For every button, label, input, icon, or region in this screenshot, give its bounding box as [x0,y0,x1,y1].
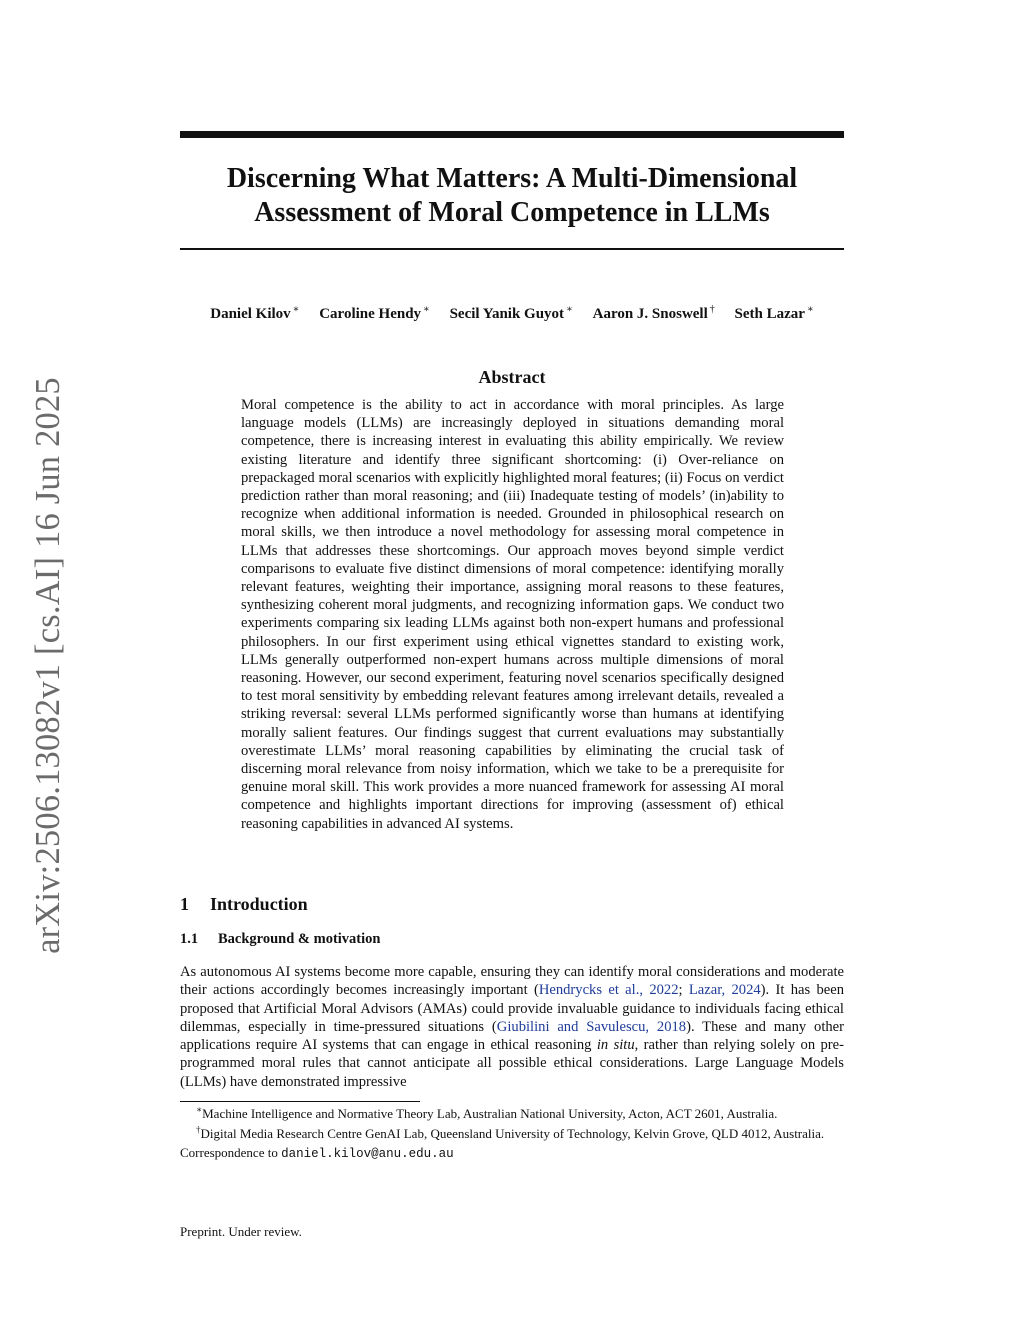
footnote-mark: † [196,1124,201,1135]
author-affiliation-mark: ∗ [423,304,430,315]
preprint-note: Preprint. Under review. [180,1224,302,1239]
correspondence-line [180,1145,844,1163]
footnote-text: Digital Media Research Centre GenAI Lab, Queensland University of Technology, Kelvin Grove, QLD 4012, Australia. [200,1125,825,1141]
citation-link[interactable]: Giubilini and Savulescu, 2018 [496,1018,687,1035]
footnote-text: Machine Intelligence and Normative Theory Lab, Australian National University, Acton, ACT 2601, Australia. [202,1106,778,1121]
correspondence-label: Correspondence to [180,1145,282,1160]
paper-title [180,162,844,230]
paper-title-line-1: Discerning What Matters: A Multi-Dimensional [226,163,798,194]
author-affiliation-mark: ∗ [566,304,573,315]
subsection-title: Background & motivation [218,931,381,947]
section-title: Introduction [210,894,308,914]
emphasis-text: in situ [596,1037,635,1054]
author: Seth Lazar ∗ [734,304,814,322]
correspondence-email[interactable]: daniel.kilov@anu.edu.au [281,1147,454,1161]
subsection-number: 1.1 [180,931,199,947]
author-affiliation-mark: † [709,304,715,315]
footnotes [180,1106,844,1166]
author-list [180,300,844,324]
body-text: , rather than relying solely on pre-programmed moral rules that cannot anticipate all possible ethical considerations. Large Language Models (LLMs) have demonstrated impressive [180,1037,844,1090]
author: Caroline Hendy ∗ [319,304,430,322]
footnote-mark: ∗ [196,1104,203,1115]
title-bottom-rule [180,248,844,250]
citation-link[interactable]: Hendrycks et al., 2022 [538,982,679,999]
author: Daniel Kilov ∗ [210,304,300,322]
section-number: 1 [180,894,189,914]
paper-title-line-2: Assessment of Moral Competence in LLMs [254,197,770,228]
body-text: ). These and many other applications require AI systems that can engage in ethical reasoning [180,1018,845,1054]
body-text: As autonomous AI systems become more capable, ensuring they can identify moral considerations and moderate their actions accordingly becomes increasingly important ( [180,964,844,999]
author: Secil Yanik Guyot ∗ [449,304,573,322]
arxiv-identifier-text: arXiv:2506.13082v1 [cs.AI] 16 Jun 2025 [28,376,67,954]
abstract-body [241,396,784,833]
author-affiliation-mark: ∗ [806,304,814,315]
citation-link[interactable]: Lazar, 2024 [688,982,761,999]
title-top-rule [180,131,844,138]
section-heading [180,893,308,915]
footnote-rule [180,1101,420,1102]
subsection-heading [180,930,380,948]
body-text: ; [678,982,689,999]
abstract-heading: Abstract [478,367,546,387]
author: Aaron J. Snoswell † [592,304,715,322]
footnote-2 [180,1126,844,1143]
author-affiliation-mark: ∗ [292,304,300,315]
body-text: ). It has been proposed that Artificial Moral Advisors (AMAs) could provide invaluable guidance to individuals facing ethical dilemmas, especially in time-pressured situations ( [180,982,845,1035]
footnote-1 [180,1106,844,1123]
abstract-text: Moral competence is the ability to act in accordance with moral principles. As large language models (LLMs) are increasingly deployed in situations demanding moral competence, there is increasing interest in evaluating this ability empirically. We review existing literature and identify three significant shortcoming: (i) Over-reliance on prepackaged moral scenarios with explicitly highlighted moral features; (ii) Focus on verdict prediction rather than moral reasoning; and (iii) Inadequate testing of models’ (in)ability to recognize when additional information is needed. Grounded in philosophical research on moral skills, we then introduce a novel methodology for assessing moral competence in LLMs that addresses these shortcomings. Our approach moves beyond simple verdict comparisons to evaluate five distinct dimensions of moral competence: identifying morally relevant features, weighting their importance, assigning moral reasons to these features, synthesizing coherent moral judgments, and recognizing information gaps. We conduct two experiments comparing six leading LLMs against both non-expert humans and professional philosophers. In our first experiment using ethical vignettes standard to existing work, LLMs generally outperformed non-expert humans across multiple dimensions of moral reasoning. However, our second experiment, featuring novel scenarios specifically designed to test moral sensitivity by embedding relevant features among irrelevant details, revealed a striking reversal: several LLMs performed significantly worse than humans at identifying morally salient features. Our findings suggest that current evaluations may substantially overestimate LLMs’ moral reasoning capabilities by eliminating the crucial task of discerning moral relevance from noisy information, which we take to be a prerequisite for genuine moral skill. This work provides a more nuanced framework for assessing AI moral competence and highlights important directions for improving (assessment of) ethical reasoning capabilities in advanced AI systems. [241,397,784,832]
arxiv-identifier-stamp [28,376,68,954]
introduction-paragraph [180,963,844,1091]
